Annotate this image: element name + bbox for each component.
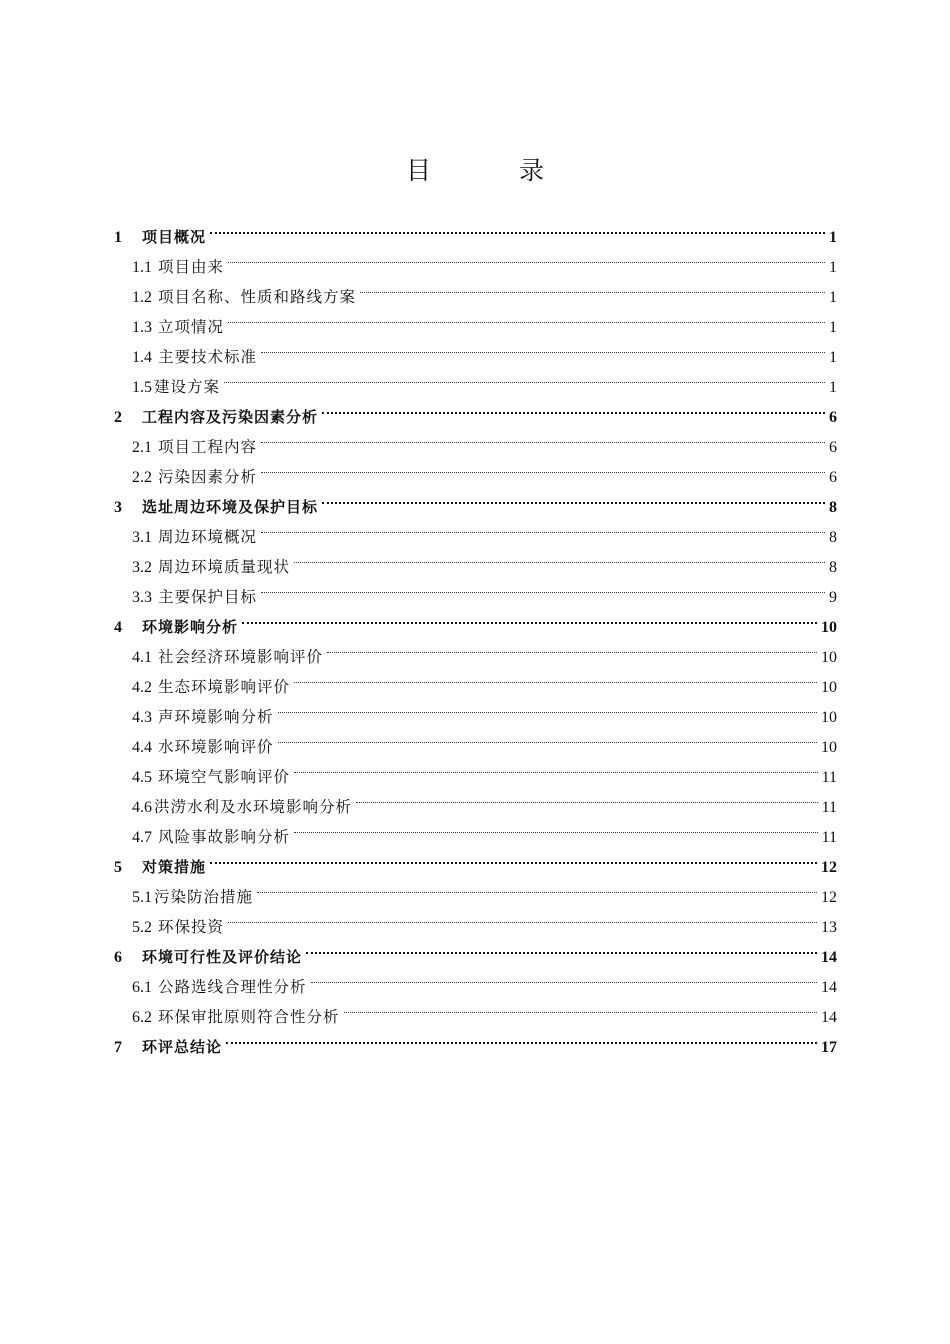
toc-entry-title: 项目工程内容	[158, 438, 258, 456]
toc-dot-leader	[306, 932, 817, 962]
toc-entry-number: 1.5	[132, 379, 152, 396]
toc-entry-number: 1.1	[132, 259, 152, 276]
toc-page-number: 1	[829, 289, 837, 306]
toc-page-number: 8	[829, 499, 837, 516]
toc-dot-leader	[261, 452, 825, 482]
toc-entry-title: 环保审批原则符合性分析	[158, 1008, 340, 1026]
toc-page-number: 10	[821, 679, 837, 696]
toc-entry-title: 水环境影响评价	[158, 738, 274, 756]
toc-entry-number: 1	[114, 229, 122, 246]
toc-dot-leader	[322, 482, 825, 512]
toc-entry-title: 对策措施	[142, 858, 207, 876]
toc-page-number: 1	[829, 319, 837, 336]
toc-entry-title: 声环境影响分析	[158, 708, 274, 726]
toc-page-number: 12	[821, 889, 837, 906]
toc-page-number: 14	[821, 949, 837, 966]
toc-entry-number: 2	[114, 409, 122, 426]
toc-entry-title: 项目由来	[158, 258, 225, 276]
toc-entry-title: 环评总结论	[142, 1038, 223, 1056]
toc-dot-leader	[242, 602, 817, 632]
toc-dot-leader	[294, 662, 817, 692]
table-of-contents	[114, 212, 837, 1056]
toc-page-number: 11	[821, 799, 837, 816]
toc-entry-title: 环境影响分析	[142, 618, 239, 636]
toc-dot-leader	[261, 422, 825, 452]
toc-dot-leader	[278, 692, 817, 722]
toc-page-number: 8	[829, 559, 837, 576]
toc-entry-number: 6.2	[132, 1009, 152, 1026]
toc-entry-number: 5	[114, 859, 122, 876]
toc-dot-leader	[322, 392, 825, 422]
toc-entry-number: 6	[114, 949, 122, 966]
toc-section-entry[interactable]	[114, 242, 837, 276]
toc-entry-number: 3.3	[132, 589, 152, 606]
toc-page-number: 6	[829, 409, 837, 426]
toc-entry-title: 公路选线合理性分析	[158, 978, 307, 996]
toc-dot-leader	[210, 212, 825, 242]
toc-entry-number: 2.2	[132, 469, 152, 486]
toc-page-number: 11	[821, 769, 837, 786]
toc-entry-number: 5.1	[132, 889, 152, 906]
toc-entry-title: 立项情况	[158, 318, 225, 336]
toc-dot-leader	[294, 542, 825, 572]
toc-entry-number: 6.1	[132, 979, 152, 996]
toc-page-number: 1	[829, 229, 837, 246]
toc-entry-number: 2.1	[132, 439, 152, 456]
toc-dot-leader	[311, 962, 817, 992]
toc-dot-leader	[261, 332, 825, 362]
toc-entry-title: 周边环境质量现状	[158, 558, 291, 576]
toc-entry-number: 4.4	[132, 739, 152, 756]
toc-page-number: 10	[821, 739, 837, 756]
toc-entry-number: 3.1	[132, 529, 152, 546]
toc-chapter-entry[interactable]	[114, 212, 837, 246]
toc-section-entry[interactable]	[114, 872, 837, 906]
toc-page-number: 6	[829, 439, 837, 456]
toc-entry-number: 4.7	[132, 829, 152, 846]
toc-page-number: 10	[821, 619, 837, 636]
toc-page-number: 13	[821, 919, 837, 936]
toc-entry-number: 4.3	[132, 709, 152, 726]
toc-page-number: 12	[821, 859, 837, 876]
toc-entry-title: 工程内容及污染因素分析	[142, 408, 319, 426]
toc-page-number: 8	[829, 529, 837, 546]
toc-entry-number: 4.6	[132, 799, 152, 816]
toc-page-number: 6	[829, 469, 837, 486]
toc-entry-title: 社会经济环境影响评价	[158, 648, 324, 666]
toc-entry-number: 1.3	[132, 319, 152, 336]
toc-entry-number: 4.2	[132, 679, 152, 696]
toc-entry-number: 5.2	[132, 919, 152, 936]
toc-page-number: 14	[821, 1009, 837, 1026]
toc-dot-leader	[261, 572, 825, 602]
toc-entry-title: 环境空气影响评价	[158, 768, 291, 786]
toc-entry-title: 选址周边环境及保护目标	[142, 498, 319, 516]
toc-entry-title: 风险事故影响分析	[158, 828, 291, 846]
toc-page-number: 17	[821, 1039, 837, 1056]
toc-page-number: 1	[829, 379, 837, 396]
toc-entry-title: 洪涝水利及水环境影响分析	[154, 798, 353, 816]
toc-entry-title: 项目概况	[142, 228, 207, 246]
toc-dot-leader	[228, 302, 825, 332]
toc-entry-title: 环境可行性及评价结论	[142, 948, 303, 966]
toc-dot-leader	[278, 722, 817, 752]
toc-entry-title: 污染防治措施	[154, 888, 254, 906]
toc-dot-leader	[226, 1022, 817, 1052]
toc-page-number: 14	[821, 979, 837, 996]
toc-page-number: 10	[821, 709, 837, 726]
toc-entry-number: 4.5	[132, 769, 152, 786]
toc-entry-number: 4	[114, 619, 122, 636]
toc-entry-number: 1.2	[132, 289, 152, 306]
toc-page-number: 9	[829, 589, 837, 606]
toc-entry-number: 1.4	[132, 349, 152, 366]
toc-entry-number: 4.1	[132, 649, 152, 666]
toc-page-number: 1	[829, 349, 837, 366]
toc-entry-number: 3	[114, 499, 122, 516]
toc-entry-title: 项目名称、性质和路线方案	[158, 288, 357, 306]
toc-dot-leader	[228, 902, 817, 932]
toc-chapter-entry[interactable]	[114, 392, 837, 426]
toc-entry-title: 主要技术标准	[158, 348, 258, 366]
toc-entry-title: 主要保护目标	[158, 588, 258, 606]
toc-dot-leader	[294, 812, 818, 842]
toc-dot-leader	[360, 272, 825, 302]
toc-dot-leader	[224, 362, 825, 392]
toc-dot-leader	[294, 752, 818, 782]
page-title: 目 录	[406, 155, 584, 185]
toc-entry-number: 7	[114, 1039, 122, 1056]
toc-entry-title: 生态环境影响评价	[158, 678, 291, 696]
toc-entry-title: 污染因素分析	[158, 468, 258, 486]
toc-dot-leader	[261, 512, 825, 542]
toc-dot-leader	[344, 992, 817, 1022]
toc-chapter-entry[interactable]	[114, 842, 837, 876]
toc-page-number: 11	[821, 829, 837, 846]
toc-dot-leader	[257, 872, 817, 902]
toc-dot-leader	[228, 242, 825, 272]
toc-dot-leader	[327, 632, 817, 662]
toc-entry-title: 周边环境概况	[158, 528, 258, 546]
toc-dot-leader	[356, 782, 818, 812]
toc-entry-title: 建设方案	[154, 378, 221, 396]
toc-page-number: 1	[829, 259, 837, 276]
toc-entry-number: 3.2	[132, 559, 152, 576]
toc-page-number: 10	[821, 649, 837, 666]
toc-dot-leader	[210, 842, 817, 872]
toc-entry-title: 环保投资	[158, 918, 225, 936]
